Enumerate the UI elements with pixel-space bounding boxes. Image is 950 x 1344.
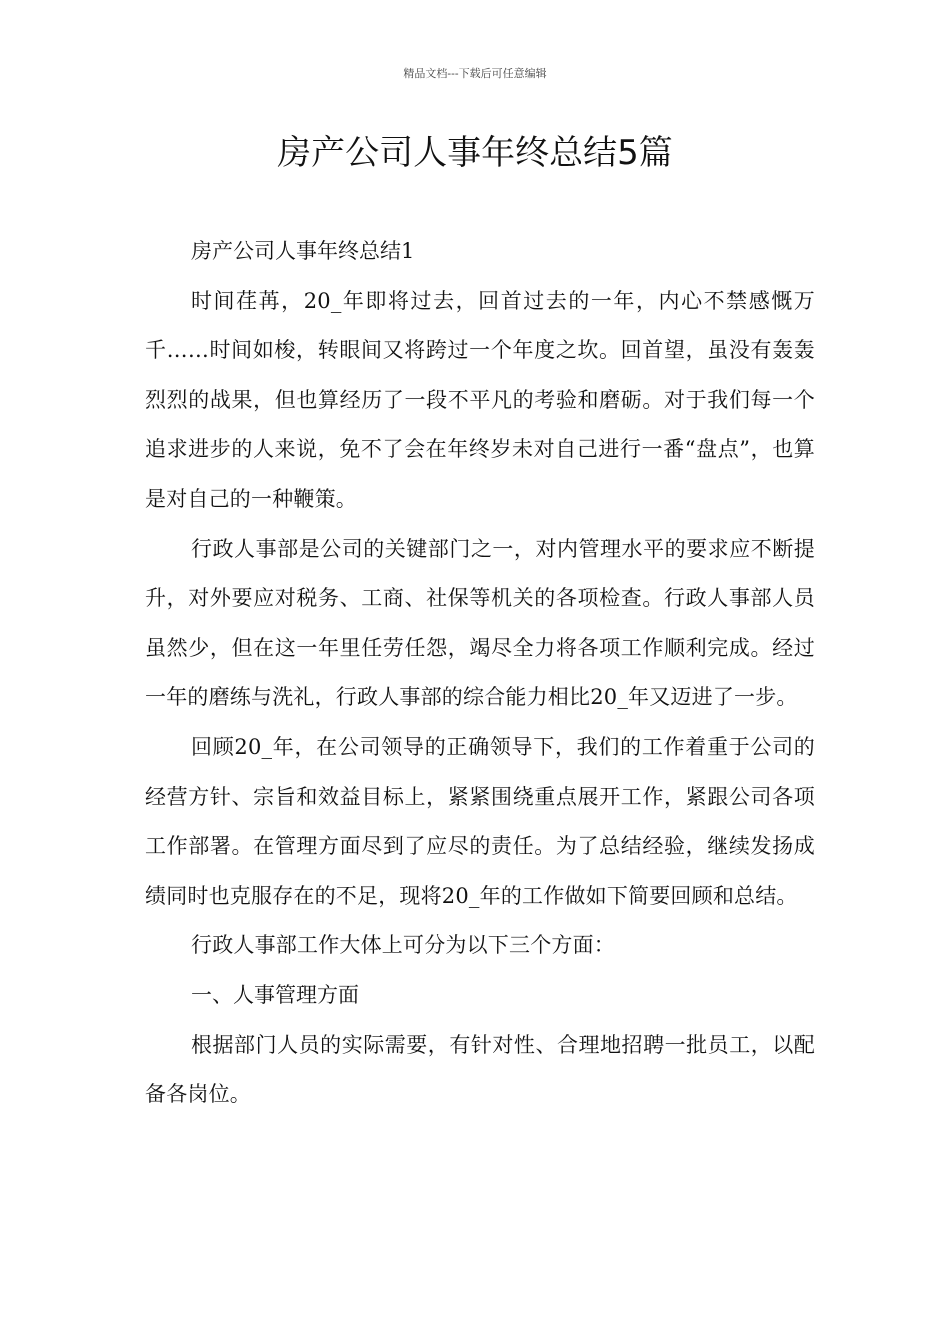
header-watermark: 精品文档---下载后可任意编辑	[403, 67, 547, 80]
paragraph-4: 行政人事部工作大体上可分为以下三个方面：	[191, 933, 615, 958]
paragraph-5: 根据部门人员的实际需要，有针对性、合理地招聘一批员工，以配备各岗位。	[145, 1032, 815, 1107]
paragraph-1: 时间荏苒，20_年即将过去，回首过去的一年，内心不禁感慨万千……时间如梭，转眼间又将跨过一个年度之坎。回首望，虽没有轰轰烈烈的战果，但也算经历了一段不平凡的考验和磨砺。对于我们每一个追求进步的人来说，免不了会在年终岁未对自己进行一番“盘点”，也算是对自己的一种鞭策。	[145, 288, 815, 511]
section-title: 房产公司人事年终总结1	[191, 239, 415, 263]
document-title: 房产公司人事年终总结5篇	[277, 133, 673, 173]
subsection-heading: 一、人事管理方面	[191, 982, 359, 1007]
paragraph-3: 回顾20_年，在公司领导的正确领导下，我们的工作着重于公司的经营方针、宗旨和效益目标上，紧紧围绕重点展开工作，紧跟公司各项工作部署。在管理方面尽到了应尽的责任。为了总结经验，继续发扬成绩同时也克服存在的不足，现将20_年的工作做如下简要回顾和总结。	[145, 734, 815, 908]
paragraph-2: 行政人事部是公司的关键部门之一，对内管理水平的要求应不断提升，对外要应对税务、工商、社保等机关的各项检查。行政人事部人员虽然少，但在这一年里任劳任怨，竭尽全力将各项工作顺利完成。经过一年的磨练与洗礼，行政人事部的综合能力相比20_年又迈进了一步。	[145, 536, 815, 710]
document-body	[145, 227, 815, 1120]
